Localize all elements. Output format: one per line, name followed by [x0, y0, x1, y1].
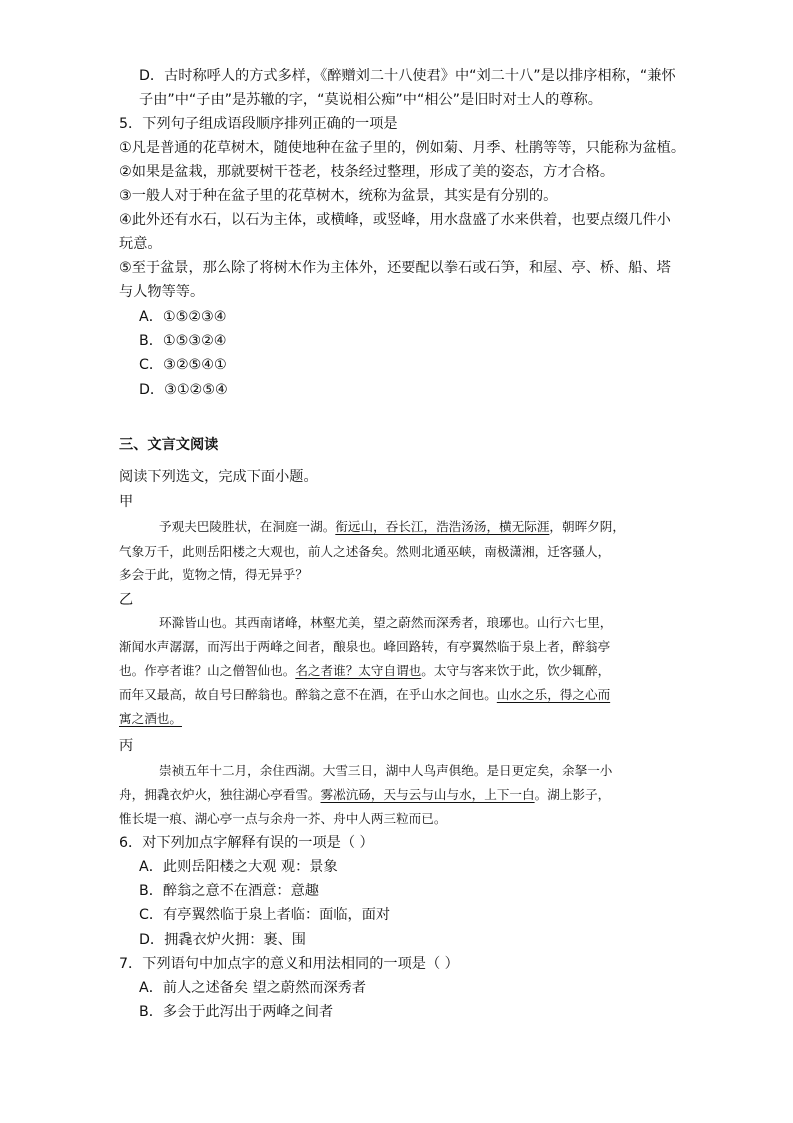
passage-yi-line5 — [119, 710, 182, 728]
q5-sentence-4-line2: 玩意。 — [119, 236, 162, 252]
passage-yi-underline-2: 山水之乐，得之心而 — [496, 687, 611, 702]
q5-option-b: B．①⑤③②④ — [139, 333, 227, 349]
q4-option-d-line1: D．古时称呼人的方式多样，《醉赠刘二十八使君》中“刘二十八”是以排序相称，“兼怀 — [139, 68, 676, 84]
q6-option-c: C．有亭翼然临于泉上者临：面临，面对 — [139, 907, 391, 923]
q7-option-a: A．前人之述备矣 望之蔚然而深秀者 — [139, 980, 367, 996]
q6-option-a: A．此则岳阳楼之大观 观：景象 — [139, 859, 338, 875]
passage-yi-underline-3: 寓之酒也。 — [119, 711, 182, 726]
q6-option-b: B．醉翁之意不在酒意：意趣 — [139, 883, 319, 899]
q5-sentence-4-line1: ④此外还有水石，以石为主体，或横峰，或竖峰，用水盘盛了水来供着，也要点缀几件小 — [119, 212, 671, 228]
section-heading: 三、文言文阅读 — [119, 437, 219, 453]
passage-yi-label: 乙 — [119, 592, 134, 608]
q5-option-d: D．③①②⑤④ — [139, 382, 228, 398]
q5-sentence-2: ②如果是盆栽，那就要树干苍老，枝条经过整理，形成了美的姿态，方才合格。 — [119, 164, 615, 180]
section-instruction: 阅读下列选文，完成下面小题。 — [119, 469, 318, 485]
q7-stem: 7．下列语句中加点字的意义和用法相同的一项是（ ） — [119, 956, 459, 972]
passage-yi-underline-1: 名之者谁？太守自谓也 — [295, 663, 422, 678]
passage-bing-line3: 惟长堤一痕、湖心亭一点与余舟一芥、舟中人两三粒而已。 — [119, 811, 447, 826]
q6-stem: 6．对下列加点字解释有误的一项是（ ） — [119, 835, 374, 851]
passage-bing-underline: 雾凇沆砀，天与云与山与水，上下一白 — [320, 787, 535, 802]
passage-jia-line2: 气象万千，此则岳阳楼之大观也，前人之述备矣。然则北通巫峡，南极潇湘，迁客骚人， — [119, 544, 611, 559]
q5-sentence-5-line2: 与人物等等。 — [119, 284, 205, 300]
passage-yi-line4: 而年又最高，故自号曰醉翁也。醉翁之意不在酒，在乎山水之间也。山水之乐，得之心而 — [119, 687, 611, 702]
q5-sentence-5-line1: ⑤至于盆景，那么除了将树木作为主体外，还要配以拳石或石笋，和屋、亭、桥、船、塔 — [119, 260, 671, 276]
q6-option-d: D．拥毳衣炉火拥：裹、围 — [139, 932, 306, 948]
passage-jia-label: 甲 — [119, 494, 134, 510]
q5-sentence-3: ③一般人对于种在盆子里的花草树木，统称为盆景，其实是有分别的。 — [119, 188, 558, 204]
q4-option-d-line2: 子由”中“子由”是苏辙的字，“莫说相公痴”中“相公”是旧时对士人的尊称。 — [139, 92, 602, 108]
passage-yi-line2: 渐闻水声潺潺，而泻出于两峰之间者，酿泉也。峰回路转，有亭翼然临于泉上者，醉翁亭 — [119, 639, 611, 654]
passage-yi-line1: 环滁皆山也。其西南诸峰，林壑尤美，望之蔚然而深秀者，琅琊也。山行六七里， — [159, 615, 613, 630]
passage-jia-line1: 予观夫巴陵胜状，在洞庭一湖。衔远山，吞长江，浩浩汤汤，横无际涯，朝晖夕阴， — [159, 519, 625, 534]
q5-stem: 5．下列句子组成语段顺序排列正确的一项是 — [119, 116, 398, 132]
passage-yi-line3: 也。作亭者谁？山之僧智仙也。名之者谁？太守自谓也。太守与客来饮于此，饮少辄醉， — [119, 663, 611, 678]
passage-jia-underline: 衔远山，吞长江，浩浩汤汤，横无际涯 — [335, 519, 550, 534]
passage-bing-label: 丙 — [119, 738, 134, 754]
q5-option-a: A．①⑤②③④ — [139, 309, 227, 325]
passage-jia-line3: 多会于此，览物之情，得无异乎？ — [119, 567, 308, 582]
q5-sentence-1: ①凡是普通的花草树木，随使地种在盆子里的，例如菊、月季、杜鹃等等，只能称为盆植。 — [119, 140, 686, 156]
q5-option-c: C．③②⑤④① — [139, 357, 227, 373]
passage-bing-line2: 舟，拥毳衣炉火，独往湖心亭看雪。雾凇沆砀，天与云与山与水，上下一白。湖上影子， — [119, 787, 611, 802]
passage-bing-line1: 崇祯五年十二月，余住西湖。大雪三日，湖中人鸟声俱绝。是日更定矣，余拏一小 — [159, 763, 613, 778]
q7-option-b: B．多会于此泻出于两峰之间者 — [139, 1004, 334, 1020]
